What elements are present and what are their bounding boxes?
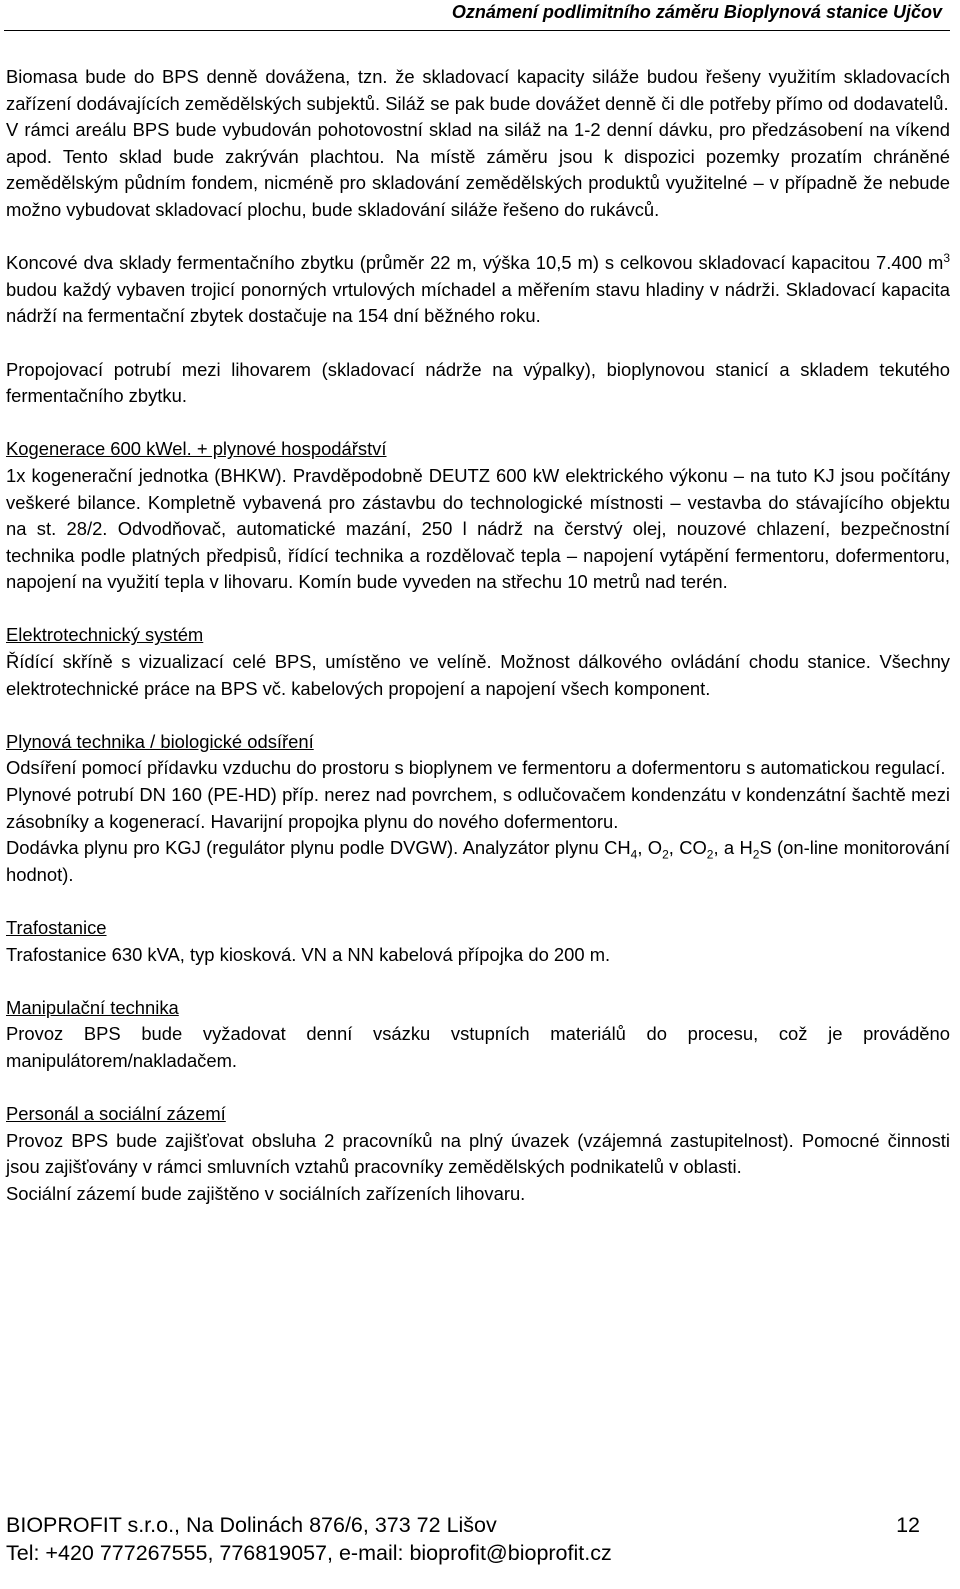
body-kogenerace: 1x kogenerační jednotka (BHKW). Pravděpodobně DEUTZ 600 kW elektrického výkonu – na tuto KJ jsou počítány veškeré bilance. Kompletně vybavená pro zástavbu do technologické místnosti – vestavba do stávajícího objektu na st. 28/2. Odvodňovač, automatické mazání, 250 l nádrž na čerstvý olej, nouzové chlazení, bezpečnostní technika podle platných předpisů, řídící technika a rozdělovač tepla – napojení vytápění fermentoru, dofermentoru, napojení na využití tepla v lihovaru. Komín bude vyveden na střechu 10 metrů nad terén. bbox=[6, 464, 950, 593]
body-plynova-dodavka bbox=[6, 835, 950, 888]
body-personal-zazemi: Sociální zázemí bude zajištěno v sociálních zařízeních lihovaru. bbox=[6, 1182, 526, 1204]
cubic-superscript: 3 bbox=[943, 251, 950, 266]
heading-manipulacni-technika: Manipulační technika bbox=[6, 996, 179, 1018]
heading-elektrotechnicky-system: Elektrotechnický systém bbox=[6, 624, 204, 646]
paragraph-pohotovostni-sklad: V rámci areálu BPS bude vybudován pohotovostní sklad na siláž na 1-2 denní dávku, pro předzásobení na víkend apod. Tento sklad bude zakrýván plachtou. Na místě záměru jsou k dispozici pozemky prozatím chráněné zemědělským půdním fondem, nicméně pro skladování zemědělských produktů využitelné – v případně že nebude možno vybudovat skladovací plochu, bude skladování siláže řešeno do rukávců. bbox=[6, 119, 950, 220]
dodavka-text-b: , O bbox=[637, 837, 663, 859]
page-number: 12 bbox=[896, 1513, 920, 1537]
heading-kogenerace: Kogenerace 600 kWel. + plynové hospodářství bbox=[6, 438, 387, 460]
heading-trafostanice: Trafostanice bbox=[6, 917, 107, 938]
footer-company: BIOPROFIT s.r.o., Na Dolinách 876/6, 373 72 Lišov bbox=[6, 1513, 497, 1537]
body-elektrotechnicky-system: Řídící skříně s vizualizací celé BPS, umístěno ve velíně. Možnost dálkového ovládání chodu stanice. Všechny elektrotechnické práce na BPS vč. kabelových propojení a napojení všech komponent. bbox=[6, 651, 950, 699]
dodavka-text-a: Dodávka plynu pro KGJ (regulátor plynu podle DVGW). Analyzátor plynu CH bbox=[6, 837, 631, 859]
page-header bbox=[4, 0, 950, 31]
co2-subscript: 2 bbox=[706, 847, 714, 862]
heading-plynova-technika: Plynová technika / biologické odsíření bbox=[6, 730, 314, 752]
h2s-subscript: 2 bbox=[752, 847, 760, 862]
koncove-sklady-text-a: Koncové dva sklady fermentačního zbytku (průměr 22 m, výška 10,5 m) s celkovou skladovací kapacitou 7.400 m bbox=[6, 252, 944, 274]
paragraph-biomasa: Biomasa bude do BPS denně dovážena, tzn. že skladovací kapacity siláže budou řešeny využitím skladovacích zařízení dodávajících zemědělských subjektů. Siláž se pak bude dovážet denně či dle potřeby přímo od dodavatelů. bbox=[6, 66, 950, 114]
body-manipulacni-technika: Provoz BPS bude vyžadovat denní vsázku vstupních materiálů do procesu, což je prováděno manipulátorem/nakladačem. bbox=[6, 1023, 950, 1071]
ch4-subscript: 4 bbox=[630, 847, 638, 862]
paragraph-propojovaci-potrubi: Propojovací potrubí mezi lihovarem (skladovací nádrže na výpalky), bioplynovou stanicí a skladem tekutého fermentačního zbytku. bbox=[6, 358, 950, 407]
page-footer bbox=[6, 1511, 950, 1567]
koncove-sklady-text-b: budou každý vybaven trojicí ponorných vrtulových míchadel a měřením stavu hladiny v nádrži. Skladovací kapacita nádrží na fermentační zbytek dostačuje na 154 dní běžného roku. bbox=[6, 278, 950, 327]
dodavka-text-c: , CO bbox=[668, 837, 707, 859]
header-title: Oznámení podlimitního záměru Bioplynová stanice Ujčov bbox=[451, 2, 942, 22]
body-plynova-odsireni: Odsíření pomocí přídavku vzduchu do prostoru s bioplynem ve fermentoru a dofermentoru s automatickou regulací. bbox=[6, 757, 946, 779]
paragraph-koncove-sklady bbox=[6, 250, 950, 330]
heading-personal: Personál a sociální zázemí bbox=[6, 1103, 226, 1125]
body-plynova-potrubi: Plynové potrubí DN 160 (PE-HD) příp. nerez nad povrchem, s odlučovačem kondenzátu v kondenzátní šachtě mezi zásobníky a kogenerací. Havarijní propojka plynu do nového dofermentoru. bbox=[6, 784, 950, 832]
body-trafostanice: Trafostanice 630 kVA, typ kiosková. VN a NN kabelová přípojka do 200 m. bbox=[6, 943, 611, 965]
footer-contact: Tel: +420 777267555, 776819057, e-mail: bioprofit@bioprofit.cz bbox=[6, 1541, 612, 1565]
dodavka-text-e: S (on-line monitorování hodnot). bbox=[6, 837, 950, 885]
body-personal-obsluha: Provoz BPS bude zajišťovat obsluha 2 pracovníků na plný úvazek (vzájemná zastupitelnost). Pomocné činnosti jsou zajišťovány v rámci smluvních vztahů pracovníky zemědělských podnikatelů v oblasti. bbox=[6, 1129, 950, 1178]
dodavka-text-d: , a H bbox=[713, 837, 753, 859]
document-body bbox=[6, 64, 950, 1208]
o2-subscript: 2 bbox=[662, 847, 669, 862]
